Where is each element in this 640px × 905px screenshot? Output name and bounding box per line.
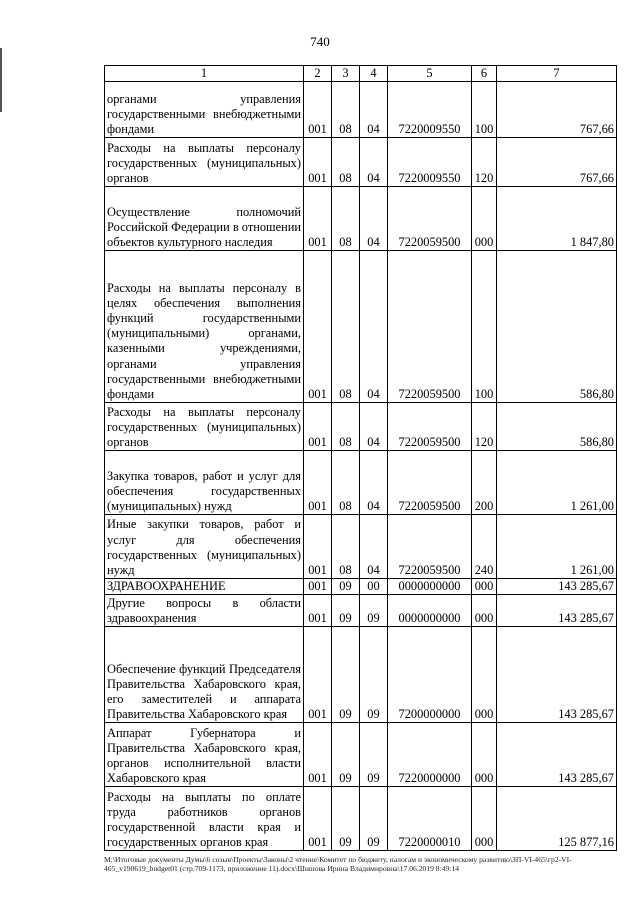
row-name-cell: Расходы на выплаты персоналу государственных (муниципальных) органов xyxy=(105,138,304,187)
target-article-cell: 7220009550 xyxy=(388,138,472,187)
amount-cell: 143 285,67 xyxy=(497,595,617,627)
target-article-cell: 7220000010 xyxy=(388,787,472,851)
amount-cell: 767,66 xyxy=(497,82,617,138)
section-code-cell: 08 xyxy=(332,515,360,579)
row-name-cell: Закупка товаров, работ и услуг для обеспечения государственных (муниципальных) нужд xyxy=(105,451,304,515)
table-row xyxy=(105,251,617,403)
amount-cell: 143 285,67 xyxy=(497,579,617,595)
table-row xyxy=(105,403,617,451)
amount-cell: 125 877,16 xyxy=(497,787,617,851)
table-row xyxy=(105,138,617,187)
target-article-cell: 7220059500 xyxy=(388,515,472,579)
amount-cell: 143 285,67 xyxy=(497,723,617,787)
expense-type-cell: 200 xyxy=(472,451,497,515)
ministry-code-cell: 001 xyxy=(304,579,332,595)
column-header: 1 xyxy=(105,66,304,82)
table-row xyxy=(105,82,617,138)
ministry-code-cell: 001 xyxy=(304,451,332,515)
target-article-cell: 7220059500 xyxy=(388,251,472,403)
ministry-code-cell: 001 xyxy=(304,787,332,851)
column-header: 6 xyxy=(472,66,497,82)
target-article-cell: 0000000000 xyxy=(388,595,472,627)
expense-type-cell: 100 xyxy=(472,82,497,138)
subsection-code-cell: 04 xyxy=(360,251,388,403)
table-row xyxy=(105,579,617,595)
column-header: 2 xyxy=(304,66,332,82)
ministry-code-cell: 001 xyxy=(304,187,332,251)
ministry-code-cell: 001 xyxy=(304,82,332,138)
ministry-code-cell: 001 xyxy=(304,723,332,787)
amount-cell: 1 261,00 xyxy=(497,451,617,515)
margin-mark xyxy=(0,48,2,112)
table-row xyxy=(105,187,617,251)
ministry-code-cell: 001 xyxy=(304,251,332,403)
subsection-code-cell: 04 xyxy=(360,403,388,451)
row-name-cell: Расходы на выплаты персоналу в целях обеспечения выполнения функций государственными (муниципальными) органами, казенными учреждениями, органами управления государственными внебюджетными фондами xyxy=(105,251,304,403)
amount-cell: 143 285,67 xyxy=(497,627,617,723)
section-code-cell: 08 xyxy=(332,251,360,403)
ministry-code-cell: 001 xyxy=(304,403,332,451)
row-name-cell: ЗДРАВООХРАНЕНИЕ xyxy=(105,579,304,595)
table-row xyxy=(105,723,617,787)
expense-type-cell: 000 xyxy=(472,579,497,595)
ministry-code-cell: 001 xyxy=(304,138,332,187)
section-code-cell: 08 xyxy=(332,403,360,451)
subsection-code-cell: 09 xyxy=(360,595,388,627)
subsection-code-cell: 09 xyxy=(360,787,388,851)
subsection-code-cell: 09 xyxy=(360,723,388,787)
expense-type-cell: 240 xyxy=(472,515,497,579)
section-code-cell: 08 xyxy=(332,187,360,251)
target-article-cell: 7220059500 xyxy=(388,187,472,251)
ministry-code-cell: 001 xyxy=(304,595,332,627)
section-code-cell: 08 xyxy=(332,82,360,138)
target-article-cell: 7220059500 xyxy=(388,451,472,515)
row-name-cell: Расходы на выплаты персоналу государственных (муниципальных) органов xyxy=(105,403,304,451)
target-article-cell: 7220059500 xyxy=(388,403,472,451)
row-name-cell: Аппарат Губернатора и Правительства Хабаровского края, органов исполнительной власти Хабаровского края xyxy=(105,723,304,787)
section-code-cell: 08 xyxy=(332,138,360,187)
amount-cell: 1 847,80 xyxy=(497,187,617,251)
ministry-code-cell: 001 xyxy=(304,627,332,723)
expense-type-cell: 120 xyxy=(472,138,497,187)
column-header: 7 xyxy=(497,66,617,82)
budget-table xyxy=(104,65,617,851)
table-header-row xyxy=(105,66,617,82)
subsection-code-cell: 04 xyxy=(360,187,388,251)
column-header: 3 xyxy=(332,66,360,82)
table-row xyxy=(105,451,617,515)
page-number: 740 xyxy=(310,34,330,49)
ministry-code-cell: 001 xyxy=(304,515,332,579)
column-header: 5 xyxy=(388,66,472,82)
row-name-cell: Расходы на выплаты по оплате труда работников органов государственной власти края и государственных органов края xyxy=(105,787,304,851)
amount-cell: 586,80 xyxy=(497,403,617,451)
target-article-cell: 7220009550 xyxy=(388,82,472,138)
expense-type-cell: 000 xyxy=(472,627,497,723)
subsection-code-cell: 04 xyxy=(360,138,388,187)
table-row xyxy=(105,515,617,579)
document-file-path: M:\Итоговые документы Думы\6 созыв\Проекты\Законы\2 чтение\Комитет по бюджету, налогам и экономическому развитию\ЗП-VI-465\гр2-VI-465_v190619_budget01 (стр.709-1173, приложение 11).docx\Шишова Ирина Владимировна\17.06.2019 8:49:14 xyxy=(104,855,572,873)
section-code-cell: 09 xyxy=(332,723,360,787)
row-name-cell: Иные закупки товаров, работ и услуг для обеспечения государственных (муниципальных) нужд xyxy=(105,515,304,579)
subsection-code-cell: 04 xyxy=(360,515,388,579)
subsection-code-cell: 04 xyxy=(360,82,388,138)
target-article-cell: 0000000000 xyxy=(388,579,472,595)
row-name-cell: органами управления государственными внебюджетными фондами xyxy=(105,82,304,138)
target-article-cell: 7200000000 xyxy=(388,627,472,723)
row-name-cell: Осуществление полномочий Российской Федерации в отношении объектов культурного наследия xyxy=(105,187,304,251)
expense-type-cell: 120 xyxy=(472,403,497,451)
expense-type-cell: 100 xyxy=(472,251,497,403)
target-article-cell: 7220000000 xyxy=(388,723,472,787)
expense-type-cell: 000 xyxy=(472,723,497,787)
row-name-cell: Другие вопросы в области здравоохранения xyxy=(105,595,304,627)
expense-type-cell: 000 xyxy=(472,187,497,251)
row-name-cell: Обеспечение функций Председателя Правительства Хабаровского края, его заместителей и аппарата Правительства Хабаровского края xyxy=(105,627,304,723)
amount-cell: 767,66 xyxy=(497,138,617,187)
expense-type-cell: 000 xyxy=(472,595,497,627)
section-code-cell: 09 xyxy=(332,787,360,851)
amount-cell: 1 261,00 xyxy=(497,515,617,579)
subsection-code-cell: 04 xyxy=(360,451,388,515)
section-code-cell: 09 xyxy=(332,579,360,595)
section-code-cell: 08 xyxy=(332,451,360,515)
section-code-cell: 09 xyxy=(332,595,360,627)
table-row xyxy=(105,595,617,627)
table-row xyxy=(105,627,617,723)
column-header: 4 xyxy=(360,66,388,82)
subsection-code-cell: 00 xyxy=(360,579,388,595)
table-row xyxy=(105,787,617,851)
subsection-code-cell: 09 xyxy=(360,627,388,723)
amount-cell: 586,80 xyxy=(497,251,617,403)
section-code-cell: 09 xyxy=(332,627,360,723)
expense-type-cell: 000 xyxy=(472,787,497,851)
